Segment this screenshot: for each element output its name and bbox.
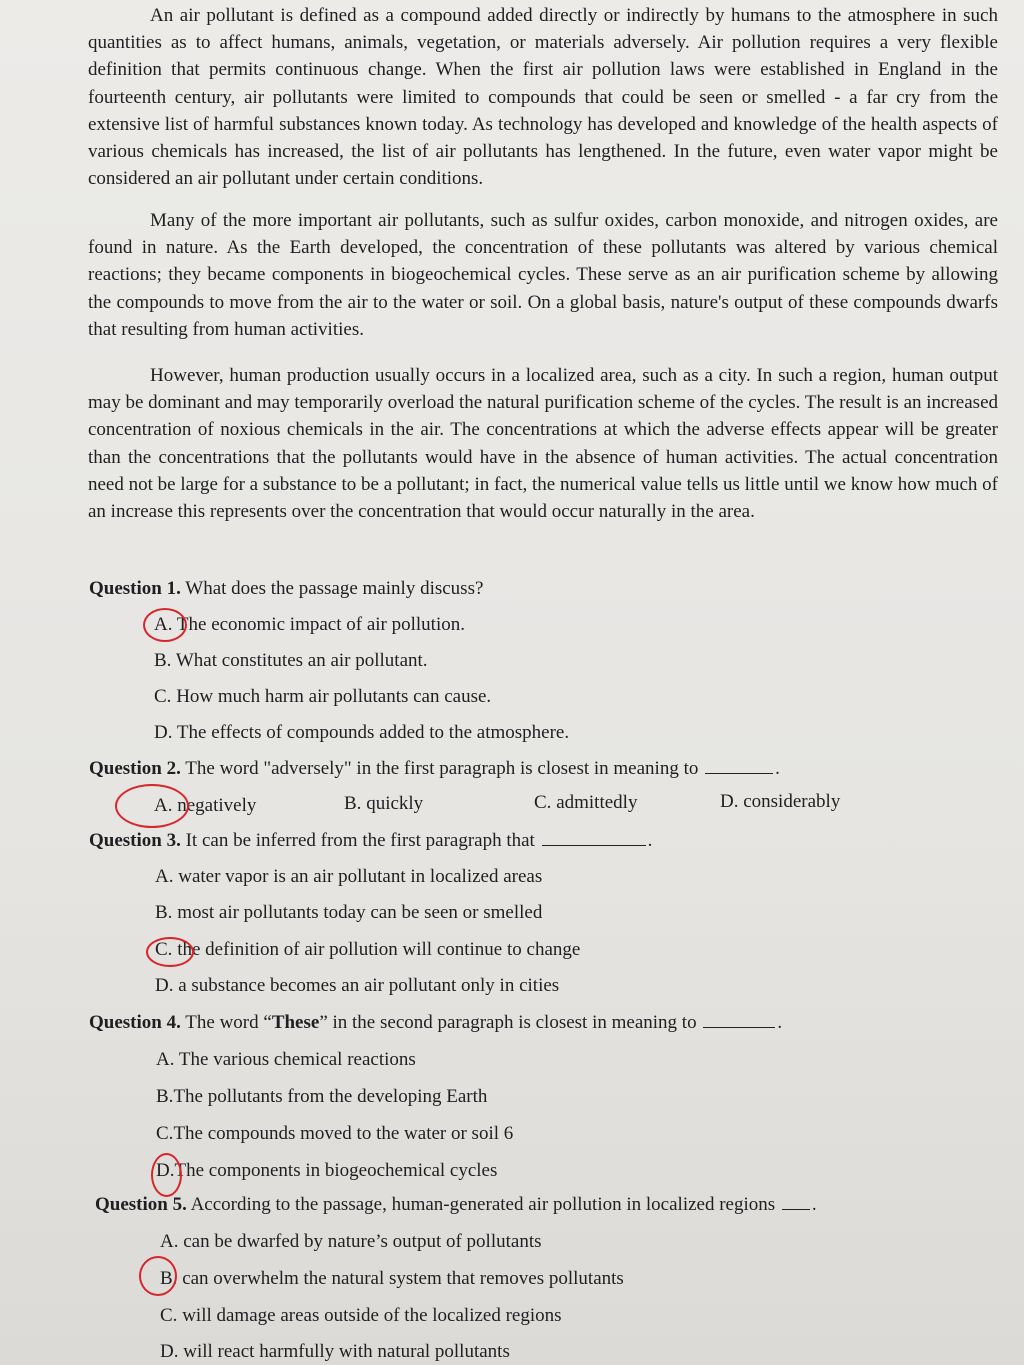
question-1-label: Question 1. <box>89 578 181 599</box>
question-4: Question 4. The word “These” in the second paragraph is closest in meaning to . <box>89 1012 783 1033</box>
question-1-text: What does the passage mainly discuss? <box>185 578 484 599</box>
question-2-text: The word "adversely" in the first paragraph is closest in meaning to <box>185 758 699 779</box>
answer-circle-q5 <box>139 1256 177 1296</box>
q2-option-a[interactable]: A. negatively <box>154 795 257 816</box>
question-4-label: Question 4. <box>89 1012 181 1033</box>
passage-paragraph-3: However, human production usually occurs in a localized area, such as a city. In such a region, human output may be dominant and may temporarily overload the natural purification scheme of the cycles. The result is an increased concentration of noxious chemicals in the air. The concentrations at which the adverse effects appear will be greater than the concentrations that the pollutants would have in the absence of human activities. The actual concentration need not be large for a substance to be a pollutant; in fact, the numerical value tells us little until we know how much of an increase this represents over the concentration that would occur naturally in the area. <box>88 365 998 523</box>
keyword-these: These <box>271 1012 320 1033</box>
answer-circle-q4 <box>151 1153 182 1197</box>
answer-circle-q1 <box>143 608 187 642</box>
q1-option-d[interactable]: D. The effects of compounds added to the atmosphere. <box>154 722 570 743</box>
q5-option-b[interactable]: B. can overwhelm the natural system that removes pollutants <box>160 1268 624 1289</box>
answer-blank <box>703 1012 775 1028</box>
q4-option-b[interactable]: B.The pollutants from the developing Earth <box>156 1086 488 1107</box>
q1-option-c[interactable]: C. How much harm air pollutants can cause. <box>154 686 492 707</box>
question-5-label: Question 5. <box>95 1194 187 1215</box>
q1-option-a[interactable]: A. The economic impact of air pollution. <box>154 614 465 635</box>
question-2: Question 2. The word "adversely" in the first paragraph is closest in meaning to . <box>89 758 780 779</box>
q3-option-b[interactable]: B. most air pollutants today can be seen or smelled <box>155 902 543 923</box>
answer-circle-q3 <box>146 937 194 967</box>
answer-circle-q2 <box>115 784 189 828</box>
question-5-text: According to the passage, human-generated air pollution in localized regions <box>190 1194 776 1215</box>
passage-paragraph-2: Many of the more important air pollutants, such as sulfur oxides, carbon monoxide, and nitrogen oxides, are found in nature. As the Earth developed, the concentration of these pollutants was altered by various chemical reactions; they became components in biogeochemical cycles. These serve as an air purification scheme by allowing the compounds to move from the air to the water or soil. On a global basis, nature's output of these compounds dwarfs that resulting from human activities. <box>88 210 998 340</box>
question-5: Question 5. According to the passage, human-generated air pollution in localized regions . <box>95 1194 817 1215</box>
q2-option-d[interactable]: D. considerably <box>720 791 841 812</box>
answer-blank <box>542 830 646 846</box>
q3-option-d[interactable]: D. a substance becomes an air pollutant only in cities <box>155 975 560 996</box>
q5-option-d[interactable]: D. will react harmfully with natural pollutants <box>160 1341 510 1362</box>
question-3: Question 3. It can be inferred from the first paragraph that . <box>89 830 653 851</box>
q2-option-b[interactable]: B. quickly <box>344 793 424 814</box>
question-2-label: Question 2. <box>89 758 181 779</box>
q2-option-c[interactable]: C. admittedly <box>534 792 638 813</box>
q1-option-b[interactable]: B. What constitutes an air pollutant. <box>154 650 428 671</box>
q4-option-c[interactable]: C.The compounds moved to the water or soil 6 <box>156 1123 514 1144</box>
q4-option-a[interactable]: A. The various chemical reactions <box>156 1049 416 1070</box>
q4-option-d[interactable]: D.The components in biogeochemical cycles <box>156 1160 498 1181</box>
question-3-text: It can be inferred from the first paragraph that <box>185 830 535 851</box>
passage-paragraph-1: An air pollutant is defined as a compound added directly or indirectly by humans to the atmosphere in such quantities as to affect humans, animals, vegetation, or materials adversely. Air pollution requires a very flexible definition that permits continuous change. When the first air pollution laws were established in England in the fourteenth century, air pollutants were limited to compounds that could be seen or smelled - a far cry from the extensive list of harmful substances known today. As technology has developed and knowledge of the health aspects of various chemicals has increased, the list of air pollutants has lengthened. In the future, even water vapor might be considered an air pollutant under certain conditions. <box>88 5 998 190</box>
q3-option-c[interactable]: C. the definition of air pollution will continue to change <box>155 939 581 960</box>
question-3-label: Question 3. <box>89 830 181 851</box>
q5-option-c[interactable]: C. will damage areas outside of the localized regions <box>160 1305 562 1326</box>
answer-blank <box>705 758 773 774</box>
question-1 <box>89 576 483 602</box>
answer-blank <box>782 1194 810 1210</box>
q5-option-a[interactable]: A. can be dwarfed by nature’s output of pollutants <box>160 1231 542 1252</box>
q3-option-a[interactable]: A. water vapor is an air pollutant in localized areas <box>155 866 543 887</box>
